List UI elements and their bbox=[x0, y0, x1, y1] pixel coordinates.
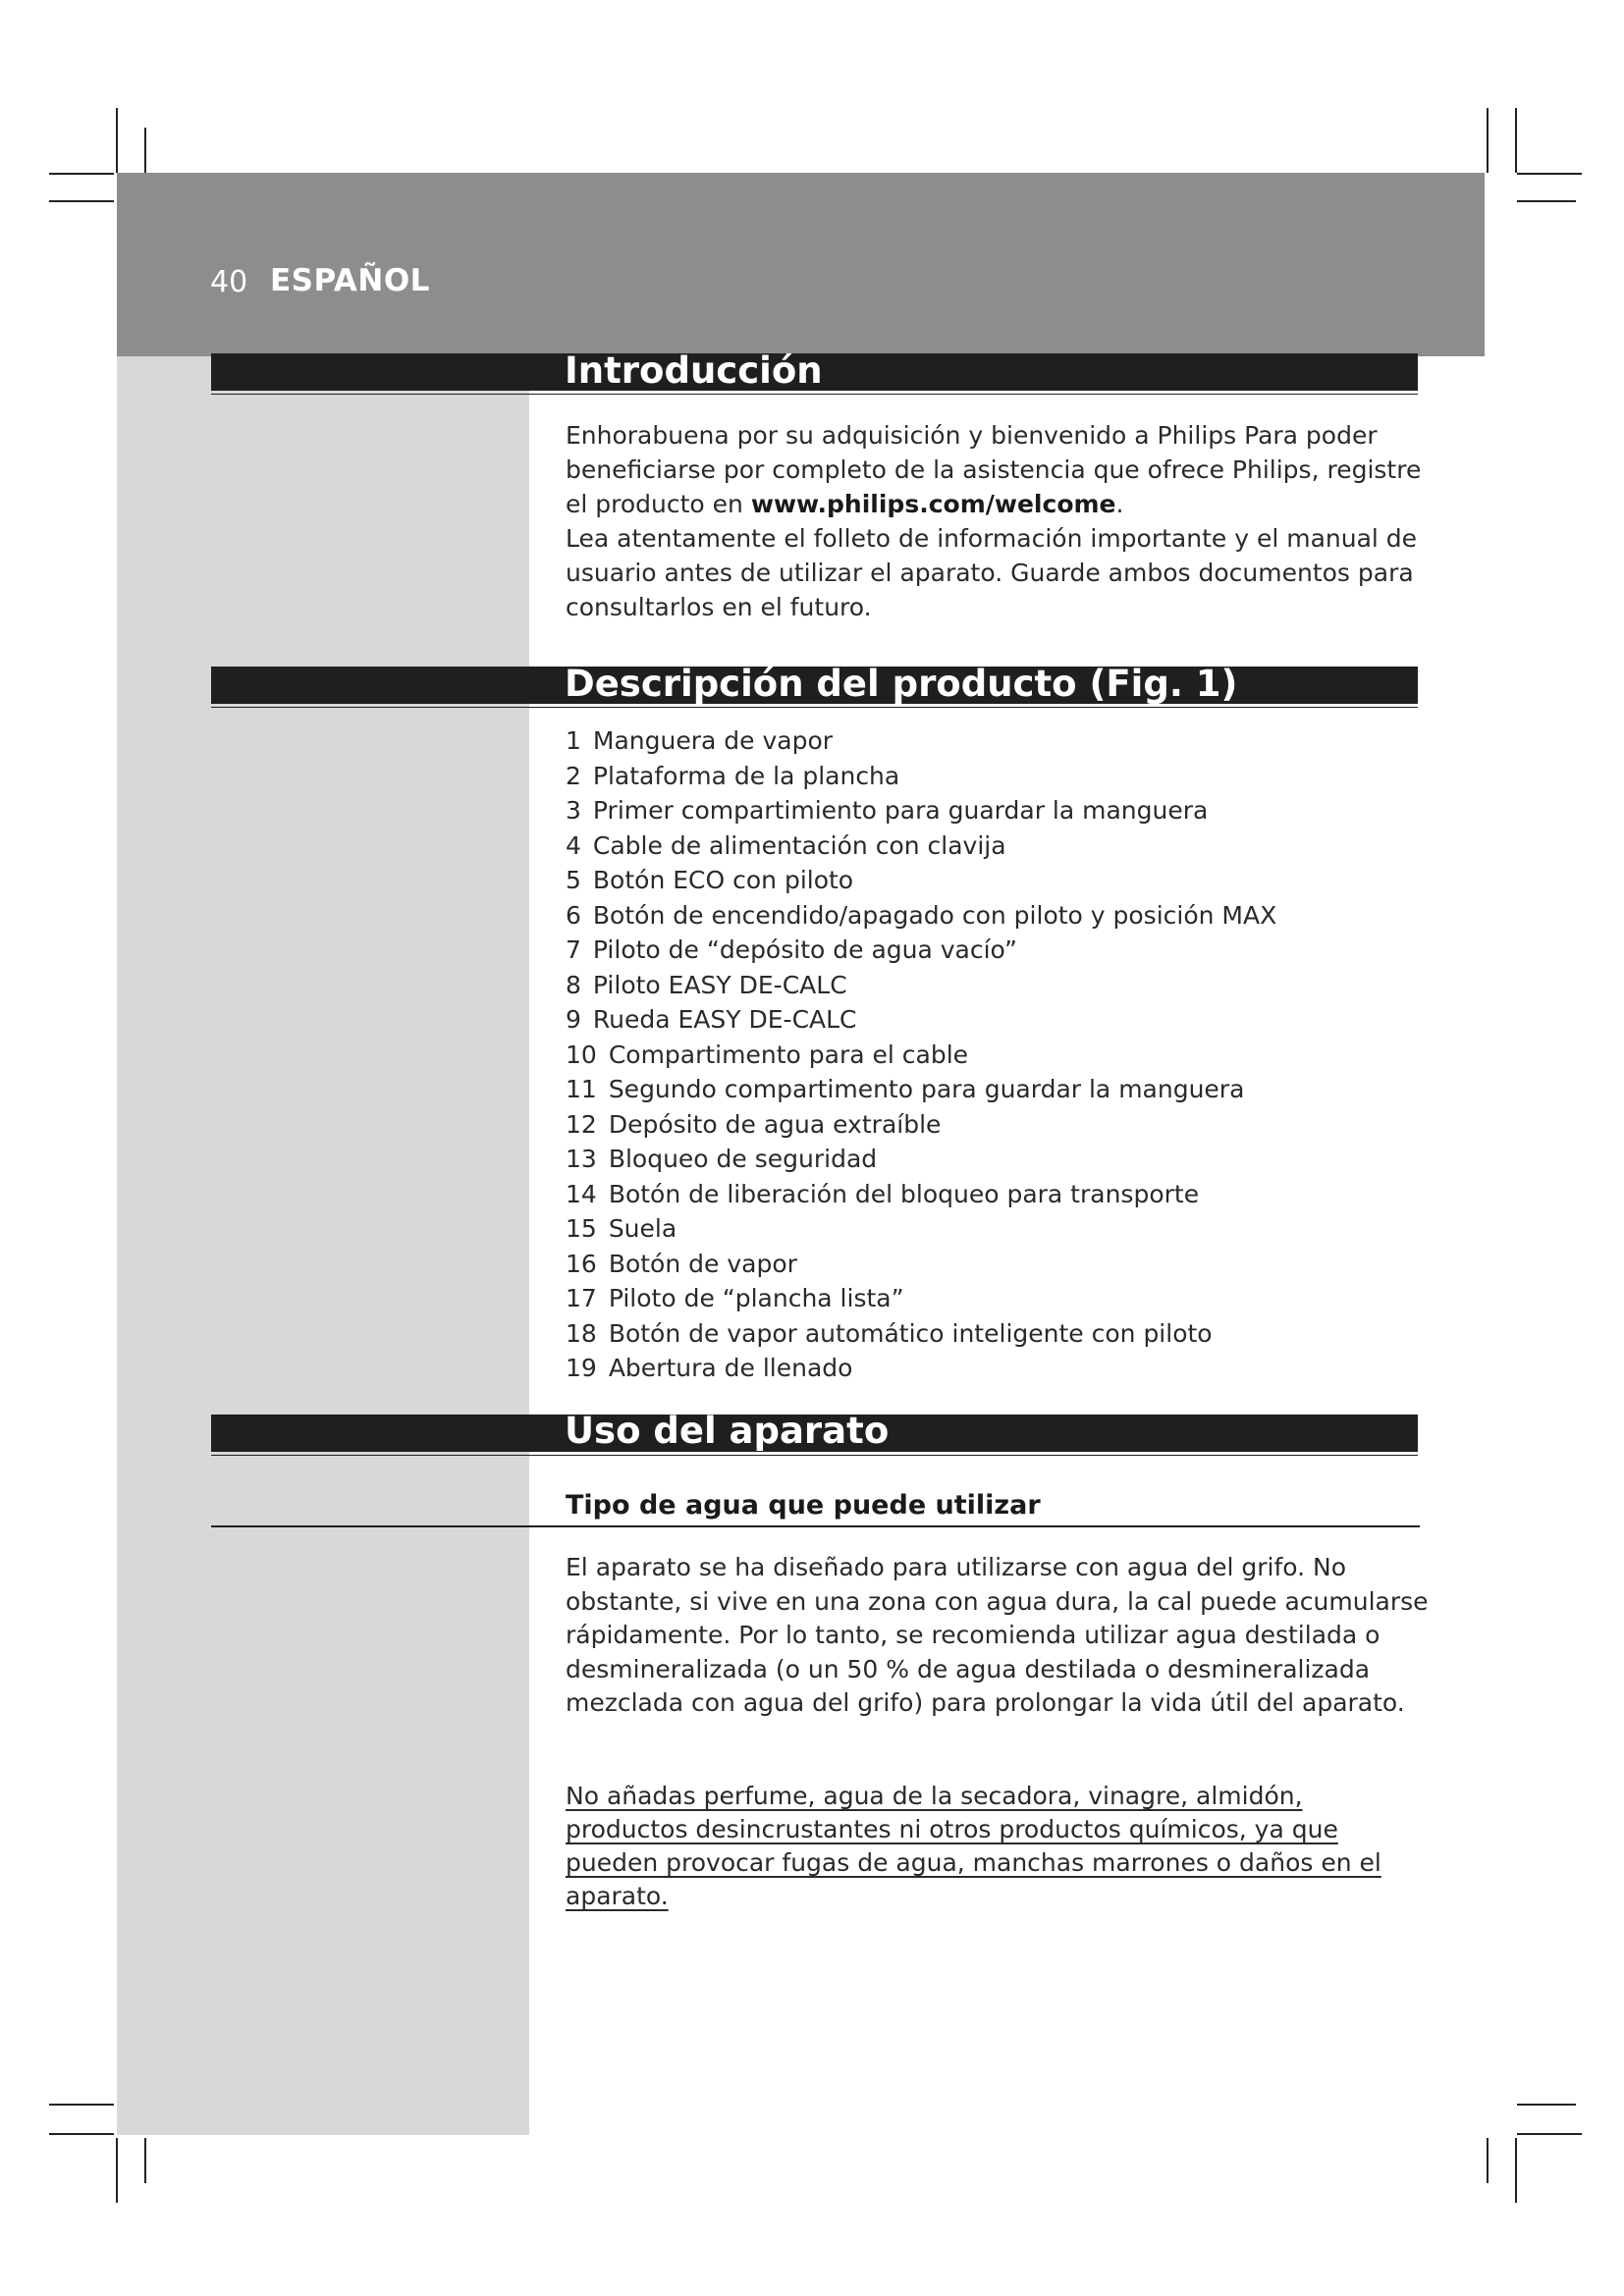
list-item: 1 Manguera de vapor bbox=[566, 726, 834, 755]
warning-note: No añadas perfume, agua de la secadora, vinagre, almidón, productos desincrustantes ni otros productos químicos, ya que pueden provocar fugas de agua, manchas marrones o daños en el aparato. bbox=[566, 1782, 1381, 1910]
left-margin-column bbox=[117, 356, 529, 2135]
subheading-water-type: Tipo de agua que puede utilizar bbox=[566, 1490, 1041, 1521]
intro-paragraph-2: Lea atentamente el folleto de información importante y el manual de usuario antes de utilizar el aparato. Guarde ambos documentos para consultarlos en el futuro. bbox=[566, 524, 1418, 621]
list-item: 9 Rueda EASY DE-CALC bbox=[566, 1005, 857, 1034]
section-title-intro: Introducción bbox=[565, 349, 823, 392]
section-title-description: Descripción del producto (Fig. 1) bbox=[565, 663, 1238, 705]
product-parts-list bbox=[566, 723, 1276, 1386]
list-item: 14 Botón de liberación del bloqueo para transporte bbox=[566, 1179, 1200, 1208]
list-item: 10 Compartimento para el cable bbox=[566, 1040, 969, 1069]
welcome-link[interactable]: www.philips.com/welcome bbox=[750, 490, 1116, 518]
list-item: 4 Cable de alimentación con clavija bbox=[566, 830, 1006, 860]
intro-text bbox=[566, 418, 1430, 624]
section-title-usage: Uso del aparato bbox=[565, 1410, 890, 1452]
subheading-rule bbox=[211, 1525, 1420, 1527]
intro-paragraph-1: Enhorabuena por su adquisición y bienvenido a Philips Para poder beneficiarse por completo de la asistencia que ofrece Philips, registre el producto en www.philips.com/welcome. bbox=[566, 421, 1422, 518]
list-item: 8 Piloto EASY DE-CALC bbox=[566, 970, 847, 999]
list-item: 17 Piloto de “plancha lista” bbox=[566, 1284, 904, 1312]
list-item: 3 Primer compartimiento para guardar la manguera bbox=[566, 796, 1209, 825]
page-number: 40 bbox=[210, 265, 248, 299]
list-item: 5 Botón ECO con piloto bbox=[566, 866, 854, 894]
list-item: 2 Plataforma de la plancha bbox=[566, 761, 900, 790]
list-item: 7 Piloto de “depósito de agua vacío” bbox=[566, 935, 1017, 964]
usage-body bbox=[566, 1551, 1430, 1721]
list-item: 19 Abertura de llenado bbox=[566, 1354, 853, 1382]
list-item: 6 Botón de encendido/apagado con piloto y posición MAX bbox=[566, 900, 1277, 930]
list-item: 15 Suela bbox=[566, 1214, 677, 1243]
usage-paragraph: El aparato se ha diseñado para utilizarse con agua del grifo. No obstante, si vive en una zona con agua dura, la cal puede acumularse rápidamente. Por lo tanto, se recomienda utilizar agua destilada o desmineralizada (o un 50 % de agua destilada o desmineralizada mezclada con agua del grifo) para prolongar la vida útil del aparato. bbox=[566, 1553, 1429, 1717]
list-item: 13 Bloqueo de seguridad bbox=[566, 1145, 878, 1173]
list-item: 12 Depósito de agua extraíble bbox=[566, 1109, 942, 1139]
list-item: 11 Segundo compartimento para guardar la manguera bbox=[566, 1075, 1245, 1103]
list-item: 18 Botón de vapor automático inteligente con piloto bbox=[566, 1318, 1213, 1348]
list-item: 16 Botón de vapor bbox=[566, 1249, 797, 1278]
language-label: ESPAÑOL bbox=[270, 263, 430, 298]
